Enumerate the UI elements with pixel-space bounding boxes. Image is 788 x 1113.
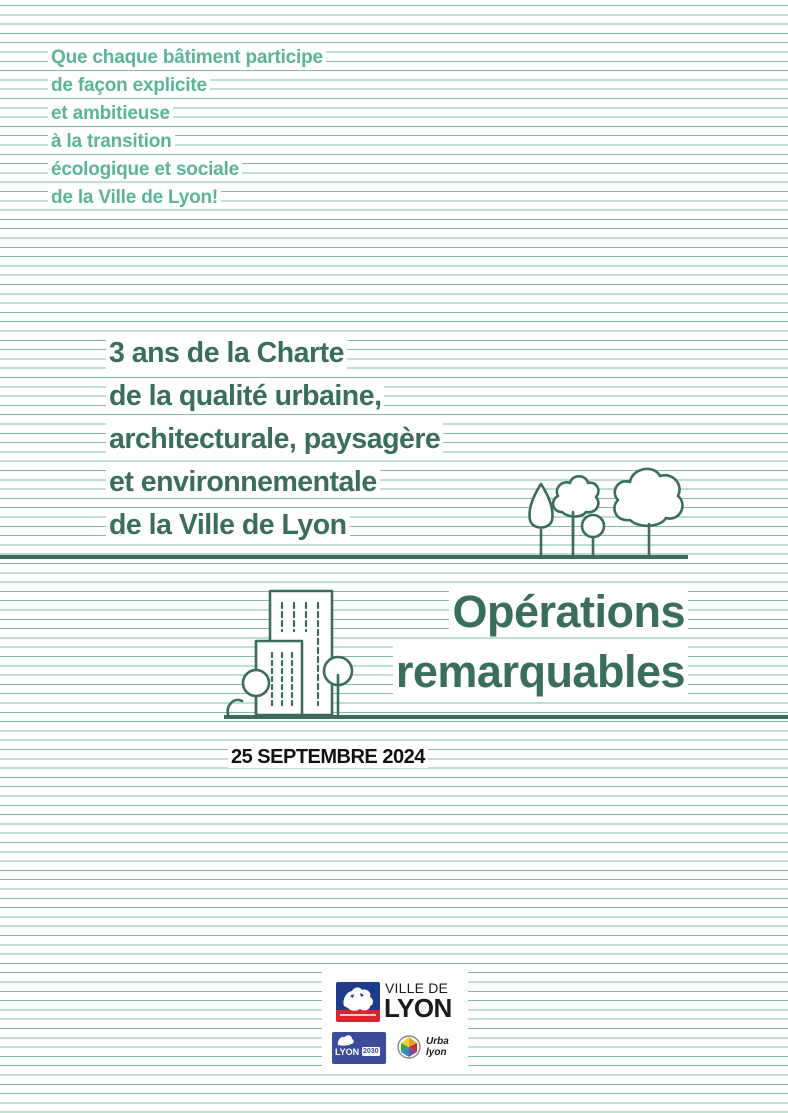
tagline bbox=[48, 44, 378, 212]
tagline-line: de la Ville de Lyon! bbox=[48, 187, 221, 208]
urbalyon-line1: Urba bbox=[426, 1036, 449, 1047]
charte-line: de la qualité urbaine, bbox=[106, 380, 384, 412]
event-date bbox=[228, 744, 428, 770]
charte-title bbox=[106, 332, 526, 547]
tagline-line: Que chaque bâtiment participe bbox=[48, 47, 326, 68]
charte-line: de la Ville de Lyon bbox=[106, 509, 350, 541]
charte-line: architecturale, paysagère bbox=[106, 423, 443, 455]
lion-icon bbox=[336, 982, 380, 1022]
tagline-line: écologique et sociale bbox=[48, 159, 242, 180]
charte-line: et environnementale bbox=[106, 466, 380, 498]
tagline-line: de façon explicite bbox=[48, 75, 210, 96]
ville-de-lyon-logo bbox=[336, 982, 456, 1022]
divider-rule bbox=[0, 555, 688, 559]
ville-de-text: VILLE DE bbox=[385, 980, 449, 996]
operations-line: remarquables bbox=[393, 646, 688, 697]
logos-block bbox=[322, 970, 468, 1070]
urbalyon-line2: lyon bbox=[426, 1047, 447, 1058]
lyon-2030-year: 2030 bbox=[363, 1048, 379, 1055]
urbalyon-text bbox=[426, 1036, 449, 1058]
lyon-text: LYON bbox=[384, 993, 452, 1023]
divider-rule bbox=[224, 715, 788, 719]
charte-line: 3 ans de la Charte bbox=[106, 337, 347, 369]
operations-line: Opérations bbox=[449, 586, 688, 637]
trees-illustration bbox=[520, 450, 690, 560]
operations-title bbox=[393, 582, 688, 702]
building-illustration bbox=[222, 585, 362, 717]
tagline-line: à la transition bbox=[48, 131, 175, 152]
tagline-line: et ambitieuse bbox=[48, 103, 173, 124]
lyon-2030-label: LYON bbox=[335, 1047, 360, 1057]
lyon-2030-logo bbox=[332, 1032, 386, 1064]
date-text: 25 SEPTEMBRE 2024 bbox=[228, 746, 428, 768]
urbalyon-icon bbox=[396, 1034, 422, 1060]
